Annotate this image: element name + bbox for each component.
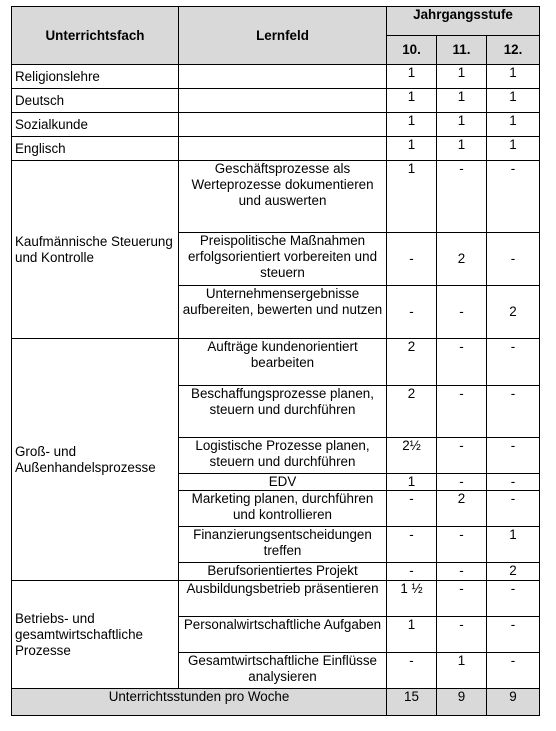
hours-cell: - bbox=[387, 491, 437, 527]
subject-cell: Groß- und Außenhandelsprozesse bbox=[12, 339, 179, 581]
header-field: Lernfeld bbox=[179, 7, 387, 65]
total-label: Unterrichtsstunden pro Woche bbox=[12, 689, 387, 716]
field-cell: Aufträge kundenorientiert bearbeiten bbox=[179, 339, 387, 386]
hours-cell: - bbox=[487, 339, 540, 386]
subject-cell: Betriebs- und gesamtwirtschaftliche Prozesse bbox=[12, 581, 179, 689]
hours-cell: 1 bbox=[487, 527, 540, 563]
hours-cell: - bbox=[437, 161, 487, 233]
hours-cell: - bbox=[487, 161, 540, 233]
field-cell bbox=[179, 137, 387, 161]
hours-cell: - bbox=[437, 474, 487, 491]
table-row bbox=[12, 89, 540, 113]
hours-cell: - bbox=[437, 581, 487, 617]
table-row bbox=[12, 65, 540, 89]
hours-cell: - bbox=[437, 339, 487, 386]
field-cell: Unternehmensergebnisse aufbereiten, bewerten und nutzen bbox=[179, 286, 387, 339]
hours-cell: 1 bbox=[437, 653, 487, 689]
hours-cell: - bbox=[487, 233, 540, 286]
field-cell: Gesamtwirtschaftliche Einflüsse analysieren bbox=[179, 653, 387, 689]
hours-cell: - bbox=[437, 527, 487, 563]
subject-cell: Deutsch bbox=[12, 89, 179, 113]
hours-cell: - bbox=[387, 527, 437, 563]
hours-cell: - bbox=[437, 438, 487, 474]
hours-cell: - bbox=[487, 386, 540, 438]
hours-cell: 1 bbox=[387, 617, 437, 653]
hours-cell: 1 bbox=[437, 137, 487, 161]
hours-cell: 2½ bbox=[387, 438, 437, 474]
header-grade-11: 11. bbox=[437, 36, 487, 65]
hours-cell: 1 bbox=[437, 65, 487, 89]
total-row bbox=[12, 689, 540, 716]
hours-cell: - bbox=[487, 491, 540, 527]
header-subject: Unterrichtsfach bbox=[12, 7, 179, 65]
subject-cell: Englisch bbox=[12, 137, 179, 161]
total-grade-11: 9 bbox=[437, 689, 487, 716]
hours-cell: 1 bbox=[387, 89, 437, 113]
hours-cell: 1 bbox=[487, 89, 540, 113]
hours-cell: - bbox=[487, 581, 540, 617]
field-cell bbox=[179, 89, 387, 113]
field-cell: Preispolitische Maßnahmen erfolgsorientiert vorbereiten und steuern bbox=[179, 233, 387, 286]
hours-cell: 2 bbox=[387, 386, 437, 438]
hours-cell: 1 bbox=[387, 113, 437, 137]
hours-cell: 1 bbox=[487, 113, 540, 137]
total-grade-12: 9 bbox=[487, 689, 540, 716]
hours-cell: 1 bbox=[387, 161, 437, 233]
field-cell: Berufsorientiertes Projekt bbox=[179, 563, 387, 581]
hours-cell: 1 ½ bbox=[387, 581, 437, 617]
table-row bbox=[12, 137, 540, 161]
field-cell: Personalwirtschaftliche Aufgaben bbox=[179, 617, 387, 653]
curriculum-table bbox=[11, 6, 540, 716]
hours-cell: - bbox=[487, 617, 540, 653]
hours-cell: - bbox=[487, 474, 540, 491]
hours-cell: 1 bbox=[437, 89, 487, 113]
hours-cell: 2 bbox=[437, 233, 487, 286]
table-row bbox=[12, 161, 540, 233]
header-grade-group: Jahrgangsstufe bbox=[387, 7, 540, 36]
hours-cell: - bbox=[387, 563, 437, 581]
hours-cell: - bbox=[437, 286, 487, 339]
hours-cell: 2 bbox=[487, 563, 540, 581]
subject-cell: Religionslehre bbox=[12, 65, 179, 89]
hours-cell: 1 bbox=[387, 137, 437, 161]
field-cell: Ausbildungsbetrieb präsentieren bbox=[179, 581, 387, 617]
subject-cell: Kaufmännische Steuerung und Kontrolle bbox=[12, 161, 179, 339]
header-grade-12: 12. bbox=[487, 36, 540, 65]
hours-cell: - bbox=[387, 653, 437, 689]
hours-cell: 1 bbox=[487, 65, 540, 89]
hours-cell: 1 bbox=[487, 137, 540, 161]
field-cell: Geschäftsprozesse als Werteprozesse dokumentieren und auswerten bbox=[179, 161, 387, 233]
field-cell: Beschaffungsprozesse planen, steuern und durchführen bbox=[179, 386, 387, 438]
field-cell bbox=[179, 65, 387, 89]
hours-cell: - bbox=[437, 563, 487, 581]
field-cell: Marketing planen, durchführen und kontrollieren bbox=[179, 491, 387, 527]
hours-cell: 1 bbox=[387, 474, 437, 491]
hours-cell: 2 bbox=[437, 491, 487, 527]
table-row bbox=[12, 113, 540, 137]
hours-cell: 1 bbox=[437, 113, 487, 137]
hours-cell: 2 bbox=[387, 339, 437, 386]
field-cell: EDV bbox=[179, 474, 387, 491]
hours-cell: - bbox=[437, 386, 487, 438]
header-grade-10: 10. bbox=[387, 36, 437, 65]
hours-cell: - bbox=[487, 438, 540, 474]
total-grade-10: 15 bbox=[387, 689, 437, 716]
subject-cell: Sozialkunde bbox=[12, 113, 179, 137]
table-row bbox=[12, 339, 540, 386]
field-cell: Finanzierungsentscheidungen treffen bbox=[179, 527, 387, 563]
table-row bbox=[12, 581, 540, 617]
hours-cell: 1 bbox=[387, 65, 437, 89]
hours-cell: - bbox=[387, 286, 437, 339]
field-cell bbox=[179, 113, 387, 137]
hours-cell: - bbox=[387, 233, 437, 286]
hours-cell: 2 bbox=[487, 286, 540, 339]
field-cell: Logistische Prozesse planen, steuern und durchführen bbox=[179, 438, 387, 474]
hours-cell: - bbox=[437, 617, 487, 653]
hours-cell: - bbox=[487, 653, 540, 689]
